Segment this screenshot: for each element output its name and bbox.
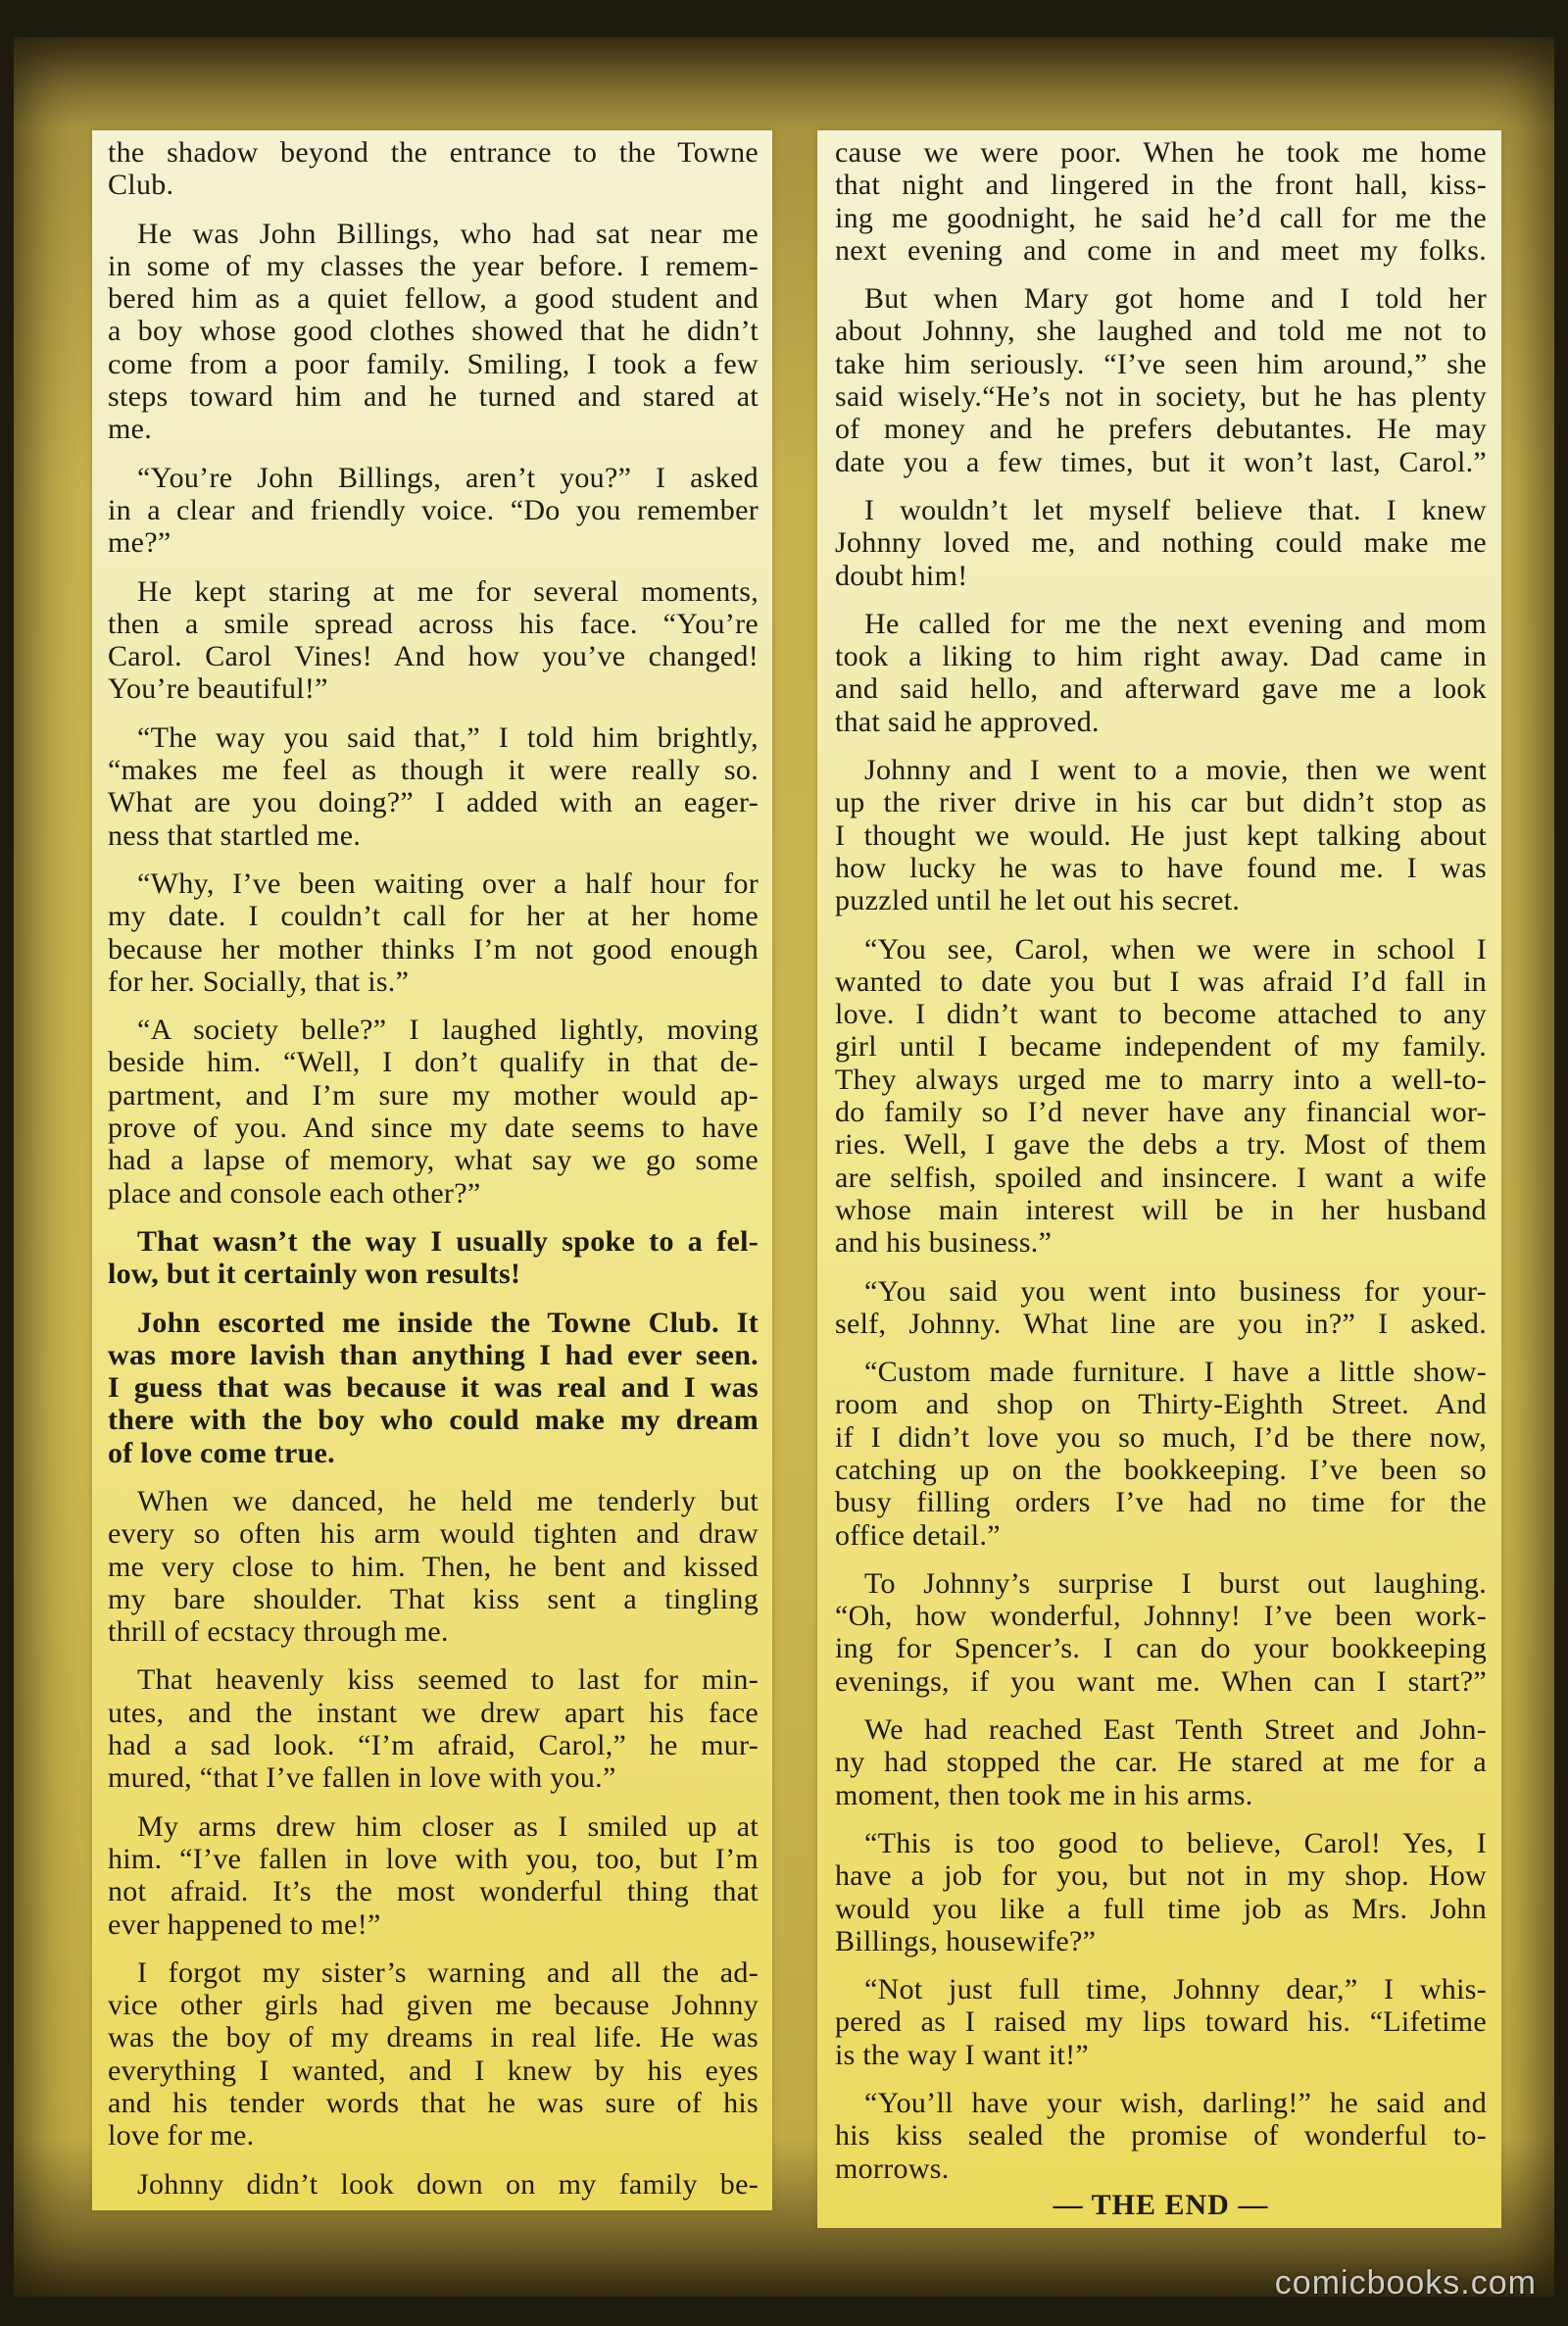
text-line: That wasn’t the way I usually spoke to a fel- <box>137 1224 759 1258</box>
text-line: Carol. Carol Vines! And how you’ve changed! <box>108 640 759 673</box>
text-line: of money and he prefers debutantes. He may <box>835 413 1487 446</box>
text-line: about Johnny, she laughed and told me not to <box>835 315 1487 348</box>
text-line: beside him. “Well, I don’t qualify in that de- <box>108 1046 759 1079</box>
story-paragraph <box>835 1275 1487 1341</box>
text-line: We had reached East Tenth Street and John- <box>864 1713 1487 1747</box>
text-line: What are you doing?” I added with an eager- <box>108 786 759 819</box>
text-line: I thought we would. He just kept talking about <box>835 818 1487 852</box>
text-line: doubt him! <box>835 559 968 592</box>
story-paragraph <box>835 136 1487 267</box>
text-line: You’re beautiful!” <box>108 672 328 706</box>
story-paragraph <box>835 282 1487 478</box>
text-line: Johnny loved me, and nothing could make me <box>835 526 1487 560</box>
text-line: me very close to him. Then, he bent and kissed <box>108 1550 759 1583</box>
story-paragraph <box>108 1225 759 1291</box>
text-line: “A society belle?” I laughed lightly, moving <box>137 1014 759 1047</box>
text-line: “You’re John Billings, aren’t you?” I asked <box>137 461 759 494</box>
story-paragraph <box>108 462 759 560</box>
story-paragraph <box>108 1810 759 1941</box>
text-line: up the river drive in his car but didn’t stop as <box>835 786 1487 819</box>
text-line: “This is too good to believe, Carol! Yes, I <box>864 1826 1487 1859</box>
text-line: are selfish, spoiled and insincere. I want a wife <box>835 1161 1487 1194</box>
text-line: mured, “that I’ve fallen in love with you.” <box>108 1761 616 1795</box>
text-line: of love come true. <box>108 1436 335 1469</box>
text-line: then a smile spread across his face. “You’re <box>108 607 759 640</box>
story-paragraph <box>835 2087 1487 2185</box>
text-line: and his business.” <box>835 1226 1053 1260</box>
story-paragraph <box>108 575 759 706</box>
paragraph-list <box>108 136 759 2201</box>
text-line: take him seriously. “I’ve seen him around,” she <box>835 347 1487 380</box>
text-line: steps toward him and he turned and stared at <box>108 380 759 414</box>
text-line: have a job for you, but not in my shop. How <box>835 1859 1487 1893</box>
story-paragraph <box>108 1663 759 1794</box>
text-line: Club. <box>108 169 174 202</box>
paragraph-list <box>835 136 1487 2185</box>
text-line: the shadow beyond the entrance to the Towne <box>108 136 759 169</box>
text-line: low, but it certainly won results! <box>108 1258 521 1291</box>
story-paragraph <box>108 721 759 852</box>
text-line: self, Johnny. What line are you in?” I asked. <box>835 1307 1487 1340</box>
text-line: me?” <box>108 526 172 560</box>
text-line: evenings, if you want me. When can I start?” <box>835 1664 1487 1698</box>
text-line: had a lapse of memory, what say we go some <box>108 1144 759 1177</box>
text-line: “makes me feel as though it were really so. <box>108 754 759 787</box>
text-line: wanted to date you but I was afraid I’d fall in <box>835 965 1487 998</box>
text-line: John escorted me inside the Towne Club. It <box>137 1306 759 1339</box>
text-line: love for me. <box>108 2119 255 2153</box>
text-line: and said hello, and afterward gave me a look <box>835 672 1487 706</box>
text-line: room and shop on Thirty-Eighth Street. And <box>835 1388 1487 1421</box>
text-line: Billings, housewife?” <box>835 1924 1097 1957</box>
text-line: bered him as a quiet fellow, a good student and <box>108 282 759 316</box>
text-line: not afraid. It’s the most wonderful thing that <box>108 1875 759 1908</box>
text-line: I guess that was because it was real and I was <box>108 1371 759 1405</box>
text-line: But when Mary got home and I told her <box>864 282 1487 316</box>
story-paragraph <box>835 933 1487 1260</box>
text-line: office detail.” <box>835 1518 1001 1552</box>
text-line: ever happened to me!” <box>108 1907 381 1941</box>
story-paragraph <box>835 754 1487 916</box>
text-line: I forgot my sister’s warning and all the ad- <box>137 1955 759 1989</box>
story-paragraph <box>108 1485 759 1648</box>
text-line: every so often his arm would tighten and draw <box>108 1517 759 1551</box>
text-line: would you like a full time job as Mrs. John <box>835 1892 1487 1925</box>
text-line: pered as I raised my lips toward his. “Lifetime <box>835 2005 1487 2039</box>
text-line: “You see, Carol, when we were in school I <box>864 932 1487 965</box>
story-paragraph <box>835 1973 1487 2071</box>
story-paragraph <box>108 1014 759 1210</box>
story-paragraph <box>108 1307 759 1469</box>
story-paragraph <box>108 1956 759 2153</box>
story-column-right <box>835 136 1487 2221</box>
text-line: ries. Well, I gave the debs a try. Most of them <box>835 1128 1487 1162</box>
text-line: morrows. <box>835 2152 950 2185</box>
text-line: cause we were poor. When he took me home <box>835 136 1487 169</box>
text-line: girl until I became independent of my family. <box>835 1030 1487 1064</box>
story-paragraph <box>108 2168 759 2201</box>
story-paragraph <box>835 1567 1487 1698</box>
text-line: They always urged me to marry into a well-to- <box>835 1063 1487 1096</box>
story-paragraph <box>108 136 759 202</box>
text-line: that said he approved. <box>835 705 1100 738</box>
text-line: was more lavish than anything I had ever seen. <box>108 1338 759 1371</box>
text-line: Johnny didn’t look down on my family be- <box>137 2167 759 2201</box>
text-line: my bare shoulder. That kiss sent a tingling <box>108 1582 759 1615</box>
text-line: “Oh, how wonderful, Johnny! I’ve been work- <box>835 1600 1487 1633</box>
text-line: I wouldn’t let myself believe that. I knew <box>864 493 1487 526</box>
text-line: utes, and the instant we drew apart his face <box>108 1696 759 1729</box>
story-column-left <box>108 136 759 2201</box>
text-line: come from a poor family. Smiling, I took a few <box>108 347 759 380</box>
text-line: love. I didn’t want to become attached to any <box>835 998 1487 1031</box>
story-paragraph <box>835 608 1487 738</box>
text-line: Johnny and I went to a movie, then we went <box>864 754 1487 787</box>
text-line: He called for me the next evening and mom <box>864 607 1487 640</box>
story-paragraph <box>108 867 759 998</box>
text-line: busy filling orders I’ve had no time for the <box>835 1486 1487 1519</box>
text-line: said wisely.“He’s not in society, but he has plenty <box>835 380 1487 414</box>
story-paragraph <box>835 1713 1487 1811</box>
text-line: ny had stopped the car. He stared at me for a <box>835 1746 1487 1779</box>
text-line: him. “I’ve fallen in love with you, too, but I’m <box>108 1842 759 1875</box>
text-line: catching up on the bookkeeping. I’ve been so <box>835 1453 1487 1486</box>
text-line: next evening and come in and meet my folks. <box>835 233 1487 267</box>
text-line: moment, then took me in his arms. <box>835 1778 1253 1811</box>
text-line: that night and lingered in the front hall, kiss- <box>835 169 1487 202</box>
text-line: place and console each other?” <box>108 1176 481 1210</box>
text-line: He kept staring at me for several moments, <box>137 574 759 608</box>
text-line: “Custom made furniture. I have a little show- <box>864 1356 1487 1389</box>
text-line: ness that startled me. <box>108 818 362 852</box>
text-line: “You’ll have your wish, darling!” he said and <box>864 2087 1487 2120</box>
story-paragraph <box>835 1827 1487 1957</box>
text-line: date you a few times, but it won’t last, Carol.” <box>835 445 1487 478</box>
text-line: thrill of ecstacy through me. <box>108 1615 449 1649</box>
text-line: how lucky he was to have found me. I was <box>835 851 1487 884</box>
text-line: in a clear and friendly voice. “Do you remember <box>108 493 759 526</box>
text-line: his kiss sealed the promise of wonderful to- <box>835 2119 1487 2153</box>
text-line: because her mother thinks I’m not good enough <box>108 932 759 965</box>
text-line: me. <box>108 413 153 446</box>
text-line: puzzled until he let out his secret. <box>835 884 1241 917</box>
text-line: When we danced, he held me tenderly but <box>137 1484 759 1517</box>
story-paragraph <box>108 218 759 446</box>
text-line: My arms drew him closer as I smiled up at <box>137 1809 759 1843</box>
text-line: took a liking to him right away. Dad came in <box>835 640 1487 673</box>
text-line: my date. I couldn’t call for her at her home <box>108 900 759 933</box>
text-line: everything I wanted, and I knew by his eyes <box>108 2054 759 2087</box>
text-line: ing me goodnight, he said he’d call for me the <box>835 201 1487 234</box>
text-line: To Johnny’s surprise I burst out laughing. <box>864 1566 1487 1600</box>
text-line: ing for Spencer’s. I can do your bookkeeping <box>835 1632 1487 1665</box>
text-line: there with the boy who could make my dream <box>108 1404 759 1437</box>
story-paragraph <box>835 494 1487 592</box>
end-mark: — THE END — <box>1053 2188 1269 2221</box>
text-line: had a sad look. “I’m afraid, Carol,” he mur- <box>108 1729 759 1762</box>
text-line: in some of my classes the year before. I remem- <box>108 249 759 282</box>
text-line: and his tender words that he was sure of his <box>108 2087 759 2120</box>
text-line: “Not just full time, Johnny dear,” I whis- <box>864 1973 1487 2006</box>
text-line: prove of you. And since my date seems to have <box>108 1112 759 1145</box>
text-line: He was John Billings, who had sat near me <box>137 217 759 250</box>
text-line: “The way you said that,” I told him brightly, <box>137 720 759 754</box>
text-line: That heavenly kiss seemed to last for min- <box>137 1663 759 1697</box>
text-line: is the way I want it!” <box>835 2038 1090 2071</box>
text-line: for her. Socially, that is.” <box>108 965 410 998</box>
text-line: “Why, I’ve been waiting over a half hour for <box>137 866 759 900</box>
story-paragraph <box>835 1356 1487 1552</box>
text-line: was the boy of my dreams in real life. He was <box>108 2021 759 2054</box>
text-line: vice other girls had given me because Johnny <box>108 1989 759 2022</box>
text-line: if I didn’t love you so much, I’d be there now, <box>835 1420 1487 1454</box>
text-line: a boy whose good clothes showed that he didn’t <box>108 315 759 348</box>
text-line: do family so I’d never have any financial wor- <box>835 1096 1487 1129</box>
text-line: whose main interest will be in her husband <box>835 1193 1487 1226</box>
site-watermark: comicbooks.com <box>1274 2264 1537 2301</box>
text-line: “You said you went into business for your- <box>864 1274 1487 1308</box>
text-line: partment, and I’m sure my mother would ap- <box>108 1078 759 1112</box>
